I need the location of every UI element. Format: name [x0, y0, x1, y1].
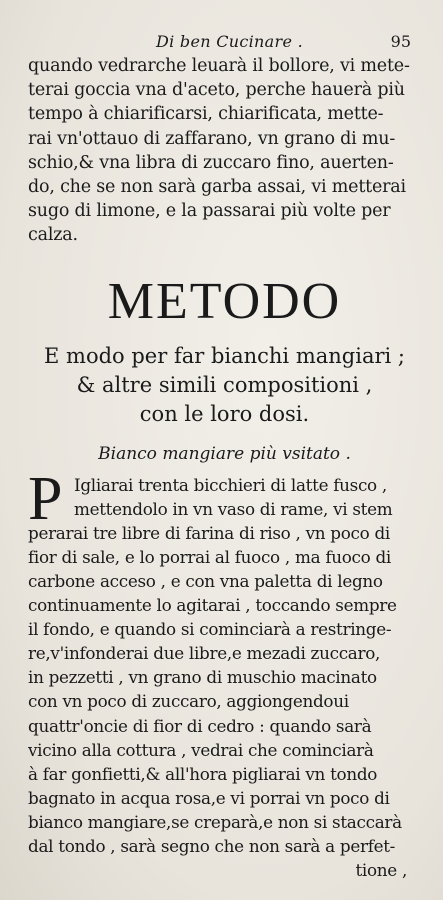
- text-line: quattr'oncie di fior di cedro : quando sarà: [28, 715, 372, 736]
- text-line: in pezzetti , vn grano di muschio macinato: [28, 667, 377, 688]
- section-title: METODO: [107, 272, 342, 330]
- drop-cap: P: [28, 464, 63, 533]
- text-line: il fondo, e quando si cominciarà a restringe-: [28, 619, 392, 640]
- text-line: do, che se non sarà garba assai, vi metterai: [28, 177, 406, 198]
- subtitle-line: E modo per far bianchi mangiari ;: [44, 343, 405, 368]
- text-line: terai goccia vna d'aceto, perche hauerà più: [28, 80, 405, 101]
- running-head: Di ben Cucinare .: [156, 32, 303, 51]
- text-line: mettendolo in vn vaso di rame, vi stem: [74, 498, 393, 519]
- text-line: Igliarai trenta bicchieri di latte fusco ,: [74, 474, 387, 495]
- page-number: 95: [390, 32, 411, 51]
- text-line: calza.: [28, 225, 78, 246]
- text-line: re,v'infonderai due libre,e mezadi zuccaro,: [28, 643, 381, 664]
- subtitle-line: & altre simili compositioni ,: [76, 372, 373, 397]
- text-line: vicino alla cottura , vedrai che cominciarà: [28, 739, 374, 760]
- text-line: con vn poco di zuccaro, aggiongendoui: [28, 691, 349, 712]
- recipe-paragraph: [28, 464, 421, 883]
- text-line: tempo à chiarificarsi, chiarificata, mette-: [28, 104, 384, 125]
- text-line: schio,& vna libra di zuccaro fino, auerten-: [28, 152, 394, 173]
- text-line: sugo di limone, e la passarai più volte per: [28, 201, 391, 222]
- text-line: fior di sale, e lo porrai al fuoco , ma fuoco di: [28, 546, 391, 567]
- page-header: [28, 30, 421, 54]
- text-line: continuamente lo agitarai , toccando sempre: [28, 595, 397, 616]
- intro-paragraph: [28, 54, 421, 248]
- text-line: à far gonfietti,& all'hora pigliarai vn tondo: [28, 763, 378, 784]
- text-line: bianco mangiare,se creparà,e non si staccarà: [28, 811, 402, 832]
- subtitle-line: con le loro dosi.: [139, 401, 310, 426]
- recipe-heading: Bianco mangiare più vsitato .: [98, 443, 351, 464]
- text-line: carbone acceso , e con vna paletta di legno: [28, 571, 383, 591]
- text-line: dal tondo , sarà segno che non sarà a perfet-: [28, 836, 396, 857]
- text-line: rai vn'ottauo di zaffarano, vn grano di mu-: [28, 128, 396, 149]
- text-line: bagnato in acqua rosa,e vi porrai vn poco di: [28, 787, 390, 808]
- text-line: perarai tre libre di farina di riso , vn poco di: [28, 522, 390, 543]
- section-subtitle: [28, 342, 421, 429]
- text-line: quando vedrarche leuarà il bollore, vi mete-: [28, 56, 410, 76]
- text-line: tione ,: [355, 860, 407, 881]
